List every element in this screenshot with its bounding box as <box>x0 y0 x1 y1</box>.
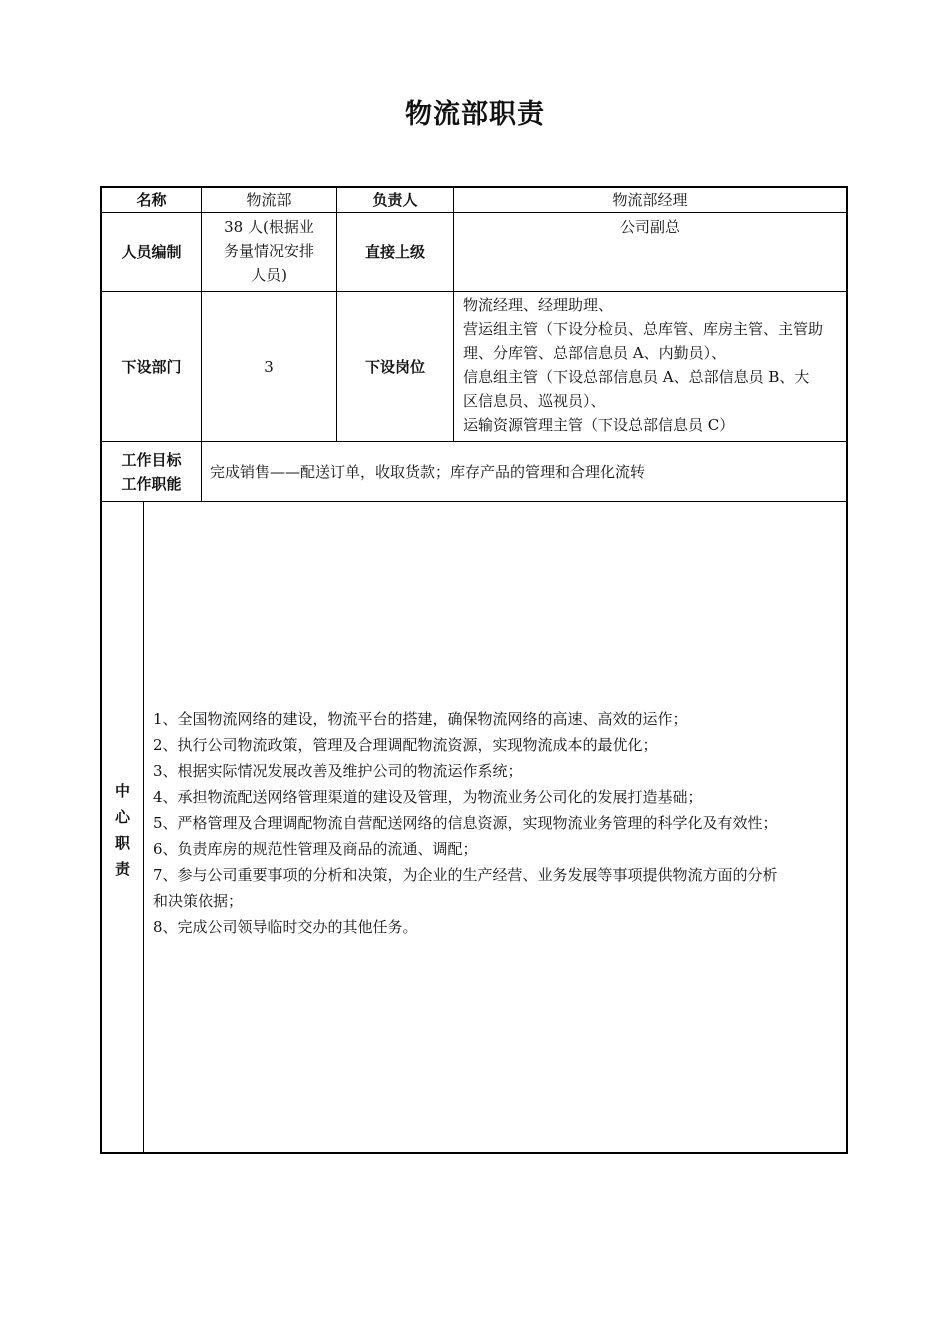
sub-post-line: 区信息员、巡视员）、 <box>463 392 606 410</box>
duty-item: 2、执行公司物流政策，管理及合理调配物流资源，实现物流成本的最优化； <box>153 736 658 754</box>
duty-item: 3、根据实际情况发展改善及维护公司的物流运作系统； <box>153 762 523 780</box>
staff-label <box>102 213 201 291</box>
core-label-char: 责 <box>114 860 130 878</box>
core-duties-content <box>153 706 843 966</box>
sub-post-line: 营运组主管（下设分检员、总库管、库房主管、主管助 <box>463 320 824 338</box>
sub-post-label-text: 下设岗位 <box>364 357 425 376</box>
core-label-char: 中 <box>114 782 130 800</box>
column-divider <box>143 502 144 1152</box>
sub-post-line: 物流经理、经理助理、 <box>463 296 614 314</box>
core-label-char: 职 <box>114 834 130 852</box>
row-divider <box>102 501 846 502</box>
duty-item: 5、严格管理及合理调配物流自营配送网络的信息资源，实现物流业务管理的科学化及有效性； <box>153 814 778 832</box>
sub-post-line: 运输资源管理主管（下设总部信息员 C） <box>463 416 735 434</box>
owner-label <box>337 188 453 212</box>
name-label <box>102 188 201 212</box>
staff-value <box>202 215 336 291</box>
superior-label-text: 直接上级 <box>364 243 425 261</box>
owner-label-text: 负责人 <box>372 191 418 209</box>
core-label-char: 心 <box>114 808 130 826</box>
superior-value-text: 公司副总 <box>619 218 680 236</box>
staff-label-text: 人员编制 <box>121 243 182 261</box>
owner-value <box>454 188 846 212</box>
goal-label-text: 工作目标 <box>121 450 182 469</box>
staff-value-line: 人员) <box>251 266 287 284</box>
sub-dept-label <box>102 292 201 441</box>
sub-dept-label-text: 下设部门 <box>121 357 182 376</box>
duty-item: 1、全国物流网络的建设，物流平台的搭建，确保物流网络的高速、高效的运作； <box>153 710 688 728</box>
name-value-text: 物流部 <box>246 191 292 209</box>
duty-item: 和决策依据； <box>153 892 244 910</box>
sub-post-label <box>337 292 453 441</box>
goal-value-text: 完成销售——配送订单，收取货款；库存产品的管理和合理化流转 <box>210 462 646 481</box>
duty-item: 4、承担物流配送网络管理渠道的建设及管理，为物流业务公司化的发展打造基础； <box>153 788 703 806</box>
name-label-text: 名称 <box>136 191 167 209</box>
goal-value <box>210 442 846 501</box>
staff-value-line: 38 人(根据业 <box>224 218 314 236</box>
goal-function-label <box>102 442 201 501</box>
name-value <box>202 188 336 212</box>
duty-item: 7、参与公司重要事项的分析和决策，为企业的生产经营、业务发展等事项提供物流方面的分析 <box>153 866 778 884</box>
duty-item: 8、完成公司领导临时交办的其他任务。 <box>153 918 418 936</box>
sub-post-value <box>463 293 843 441</box>
sub-dept-value-text: 3 <box>264 357 274 376</box>
core-duties-label <box>102 778 143 888</box>
duties-list <box>153 706 843 940</box>
responsibility-table <box>100 186 848 1154</box>
duty-item: 6、负责库房的规范性管理及商品的流通、调配； <box>153 840 478 858</box>
row-divider <box>102 212 846 213</box>
owner-value-text: 物流部经理 <box>612 191 688 209</box>
page-title: 物流部职责 <box>405 99 545 130</box>
sub-post-line: 理、分库管、总部信息员 A、内勤员）、 <box>463 344 727 362</box>
sub-dept-value <box>202 292 336 441</box>
staff-value-line: 务量情况安排 <box>223 242 314 260</box>
sub-post-line: 信息组主管（下设总部信息员 A、总部信息员 B、大 <box>463 368 810 386</box>
function-label-text: 工作职能 <box>121 474 182 493</box>
superior-value <box>454 215 846 239</box>
superior-label <box>337 213 453 291</box>
